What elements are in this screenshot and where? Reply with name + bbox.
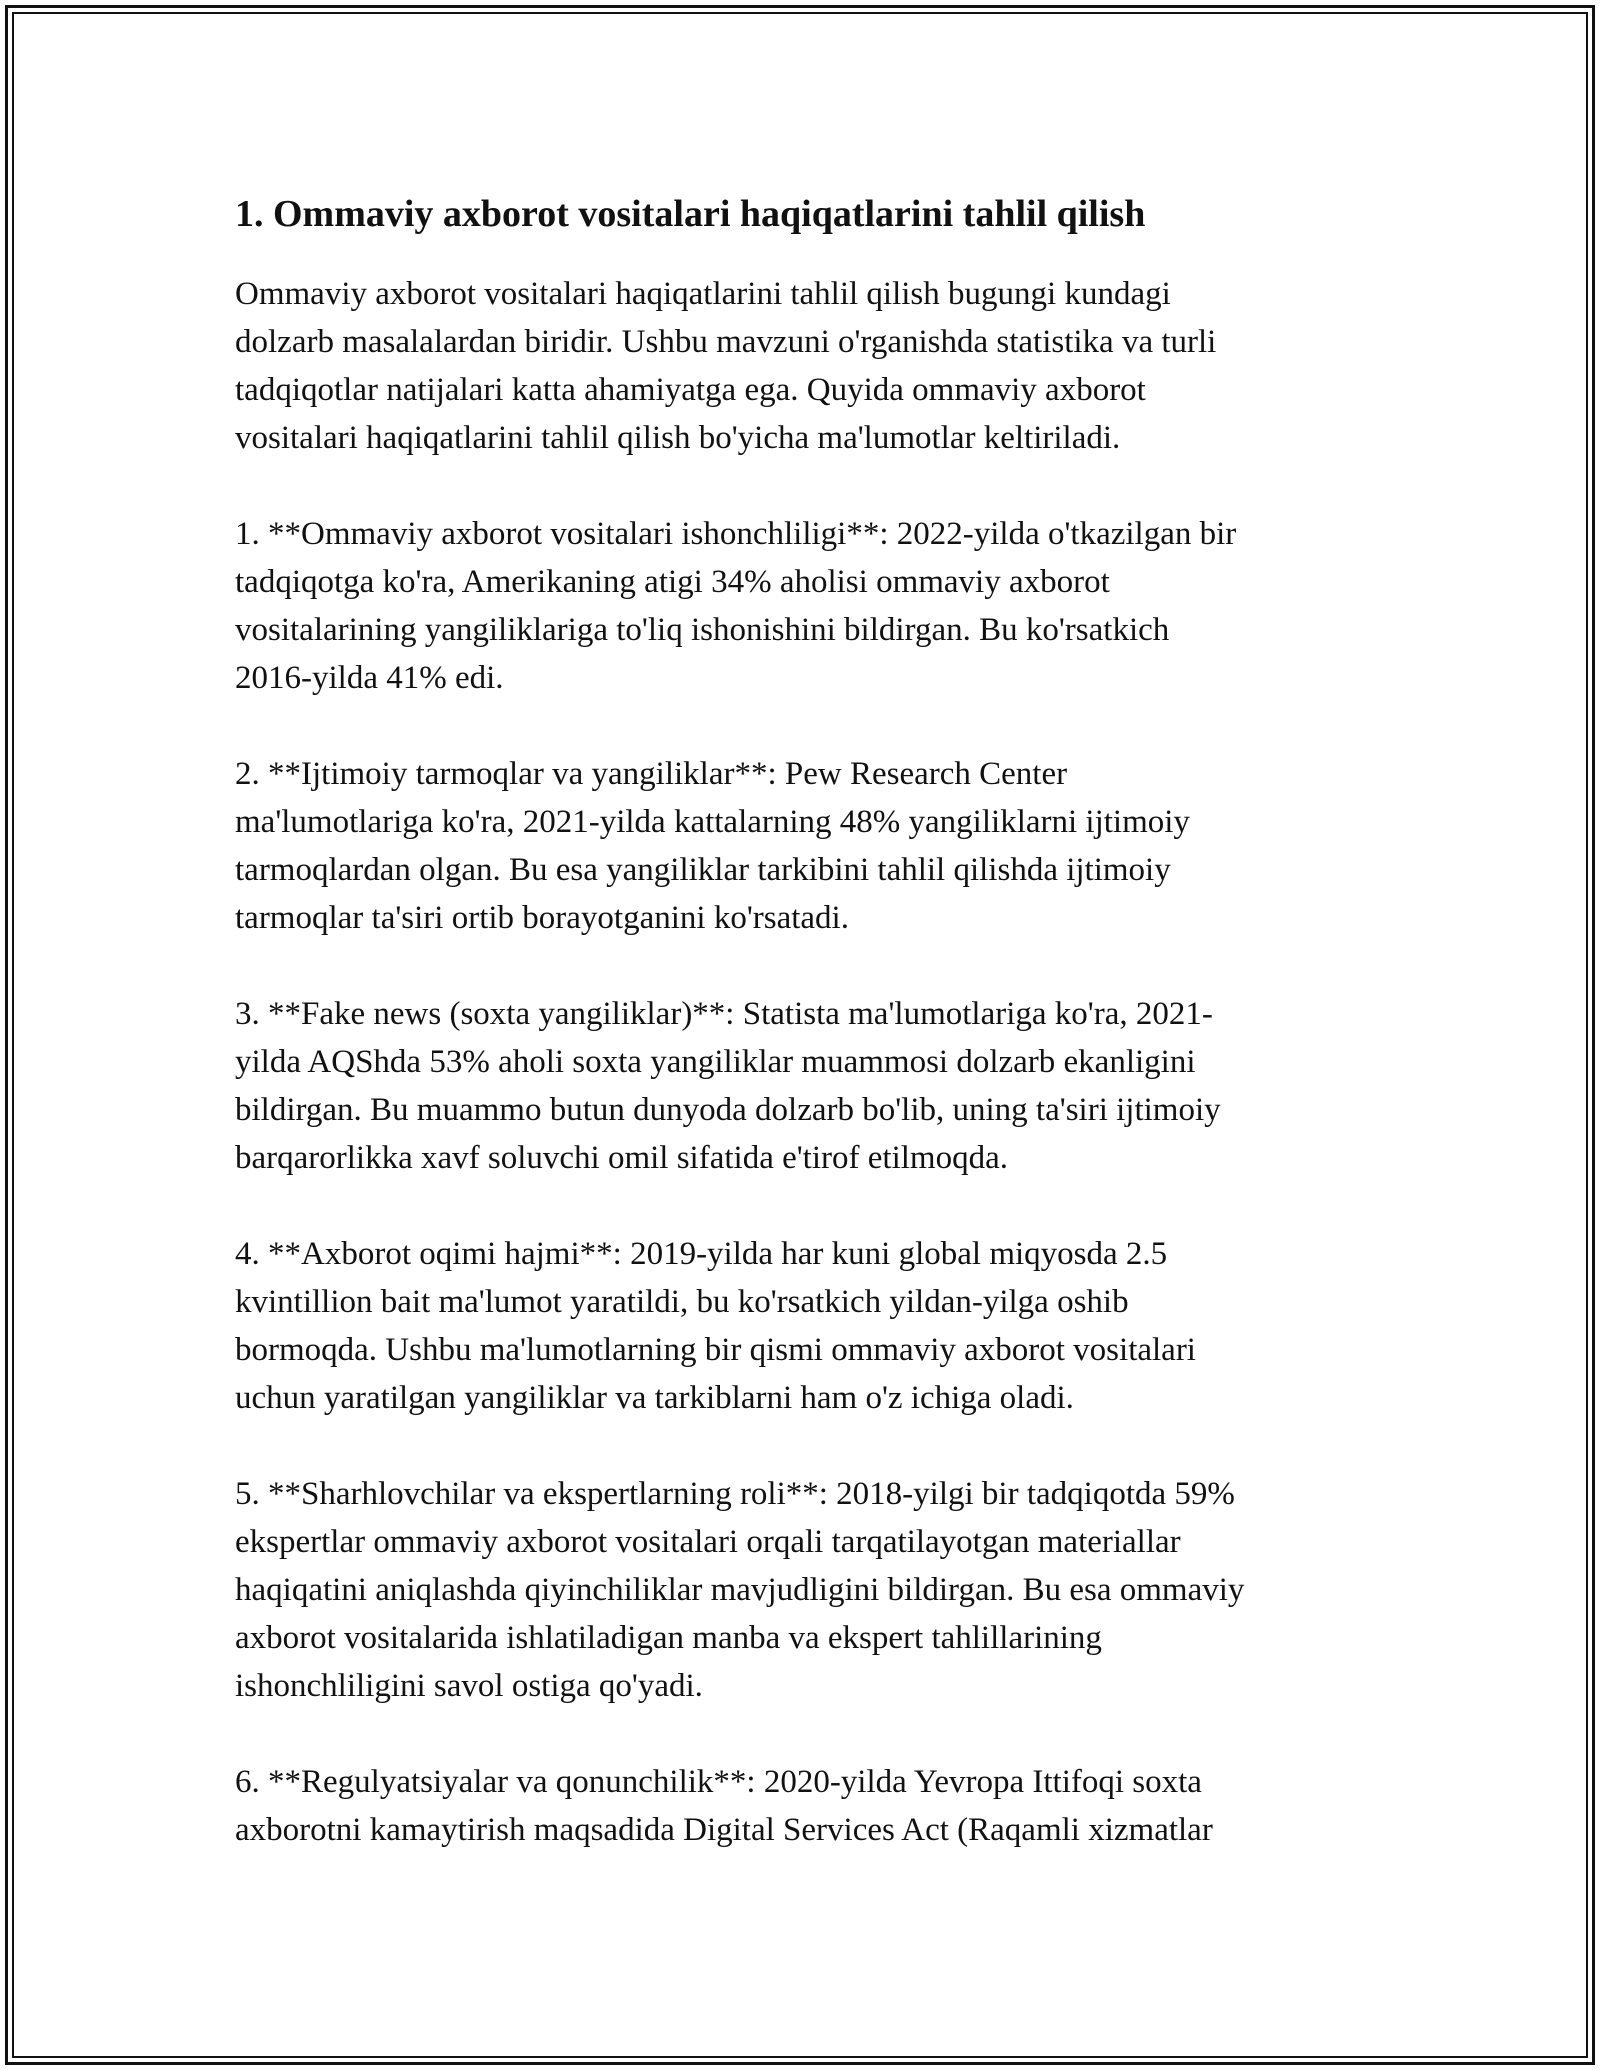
text-line: ishonchliligini savol ostiga qo'yadi. (235, 1668, 703, 1704)
list-item-4-paragraph (235, 1230, 1375, 1422)
document-body (235, 185, 1375, 1902)
list-item-6-paragraph (235, 1758, 1375, 1854)
text-line: 3. **Fake news (soxta yangiliklar)**: Statista ma'lumotlariga ko'ra, 2021- (235, 996, 1213, 1032)
text-line: dolzarb masalalardan biridir. Ushbu mavzuni o'rganishda statistika va turli (235, 324, 1217, 360)
text-line: 1. **Ommaviy axborot vositalari ishonchliligi**: 2022-yilda o'tkazilgan bir (235, 516, 1237, 552)
list-item-2-paragraph (235, 750, 1375, 942)
text-line: haqiqatini aniqlashda qiyinchiliklar mavjudligini bildirgan. Bu esa ommaviy (235, 1572, 1245, 1608)
text-line: Ommaviy axborot vositalari haqiqatlarini tahlil qilish bugungi kundagi (235, 276, 1171, 312)
text-line: axborot vositalarida ishlatiladigan manba va ekspert tahlillarining (235, 1620, 1102, 1656)
list-item-1-paragraph (235, 510, 1375, 702)
text-line: uchun yaratilgan yangiliklar va tarkiblarni ham o'z ichiga oladi. (235, 1380, 1074, 1416)
list-item-3-paragraph (235, 990, 1375, 1182)
text-line: vositalari haqiqatlarini tahlil qilish bo'yicha ma'lumotlar keltiriladi. (235, 420, 1121, 456)
text-line: axborotni kamaytirish maqsadida Digital Services Act (Raqamli xizmatlar (235, 1812, 1213, 1848)
text-line: kvintillion bait ma'lumot yaratildi, bu ko'rsatkich yildan-yilga oshib (235, 1284, 1129, 1320)
text-line: 6. **Regulyatsiyalar va qonunchilik**: 2020-yilda Yevropa Ittifoqi soxta (235, 1764, 1202, 1800)
text-line: tadqiqotlar natijalari katta ahamiyatga ega. Quyida ommaviy axborot (235, 372, 1146, 408)
text-line: 2016-yilda 41% edi. (235, 660, 504, 696)
list-item-5-paragraph (235, 1470, 1375, 1710)
text-line: 5. **Sharhlovchilar va ekspertlarning roli**: 2018-yilgi bir tadqiqotda 59% (235, 1476, 1235, 1512)
section-heading: 1. Ommaviy axborot vositalari haqiqatlarini tahlil qilish (235, 193, 1146, 235)
text-line: tarmoqlardan olgan. Bu esa yangiliklar tarkibini tahlil qilishda ijtimoiy (235, 852, 1171, 888)
text-line: bormoqda. Ushbu ma'lumotlarning bir qismi ommaviy axborot vositalari (235, 1332, 1196, 1368)
text-line: barqarorlikka xavf soluvchi omil sifatida e'tirof etilmoqda. (235, 1140, 1008, 1176)
text-line: 2. **Ijtimoiy tarmoqlar va yangiliklar**: Pew Research Center (235, 756, 1068, 792)
intro-paragraph (235, 270, 1375, 462)
text-line: ma'lumotlariga ko'ra, 2021-yilda kattalarning 48% yangiliklarni ijtimoiy (235, 804, 1190, 840)
text-line: tarmoqlar ta'siri ortib borayotganini ko'rsatadi. (235, 900, 849, 936)
text-line: bildirgan. Bu muammo butun dunyoda dolzarb bo'lib, uning ta'siri ijtimoiy (235, 1092, 1221, 1128)
text-line: tadqiqotga ko'ra, Amerikaning atigi 34% aholisi ommaviy axborot (235, 564, 1110, 600)
text-line: 4. **Axborot oqimi hajmi**: 2019-yilda har kuni global miqyosda 2.5 (235, 1236, 1168, 1272)
text-line: ekspertlar ommaviy axborot vositalari orqali tarqatilayotgan materiallar (235, 1524, 1181, 1560)
text-line: yilda AQShda 53% aholi soxta yangiliklar muammosi dolzarb ekanligini (235, 1044, 1196, 1080)
text-line: vositalarining yangiliklariga to'liq ishonishini bildirgan. Bu ko'rsatkich (235, 612, 1170, 648)
